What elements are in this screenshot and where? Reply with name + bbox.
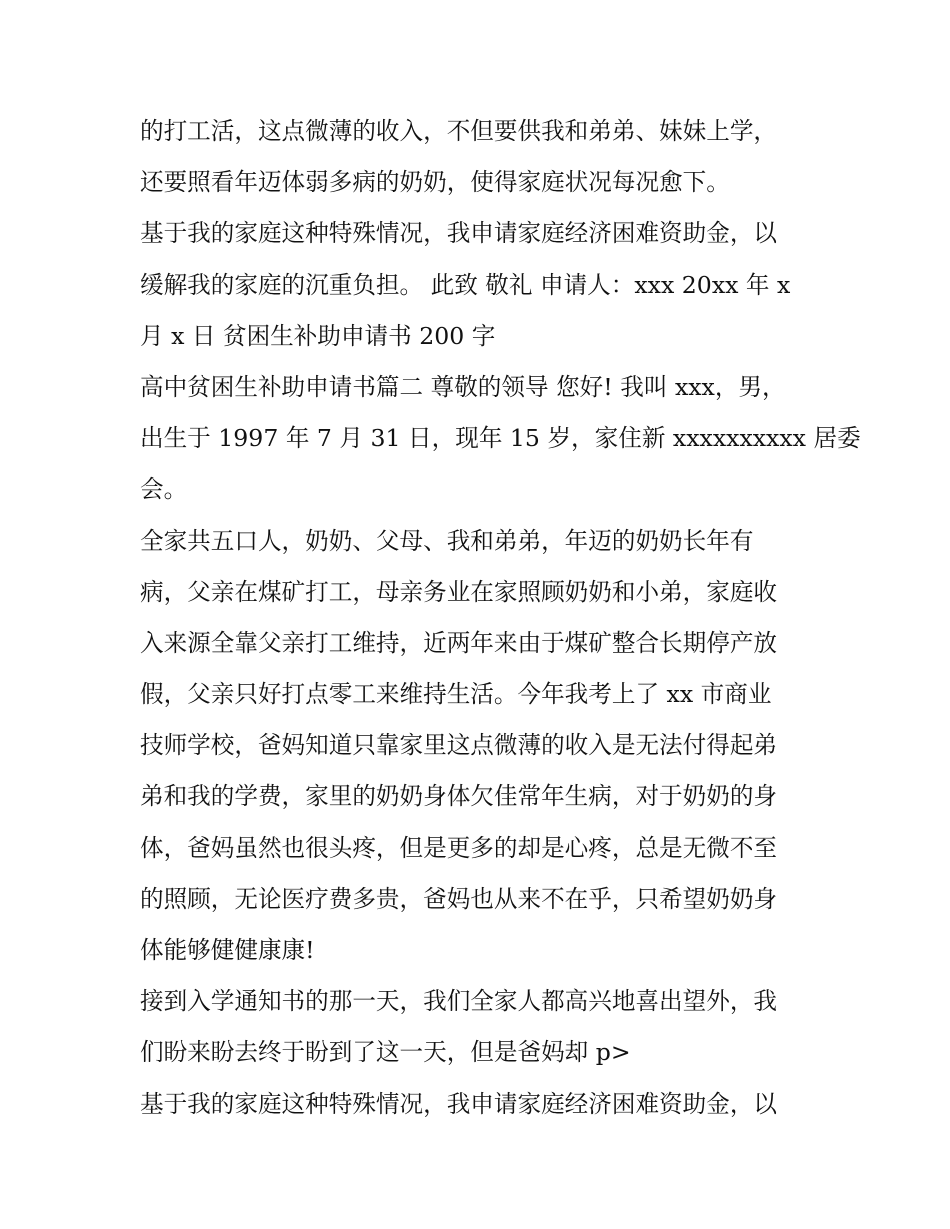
- text-line: 还要照看年迈体弱多病的奶奶，使得家庭状况每况愈下。: [140, 168, 730, 197]
- text-line: 高中贫困生补助申请书篇二 尊敬的领导 您好! 我叫 xxx，男，: [140, 372, 786, 401]
- text-line: 病，父亲在煤矿打工，母亲务业在家照顾奶奶和小弟，家庭收: [140, 577, 778, 606]
- text-line: 入来源全靠父亲打工维持，近两年来由于煤矿整合长期停产放: [140, 628, 778, 657]
- document-body: [140, 106, 861, 1130]
- text-line: 体，爸妈虽然也很头疼，但是更多的却是心疼，总是无微不至: [140, 833, 778, 862]
- text-line: 基于我的家庭这种特殊情况，我申请家庭经济困难资助金，以: [140, 1089, 778, 1118]
- text-line: 的打工活，这点微薄的收入，不但要供我和弟弟、妹妹上学，: [140, 117, 778, 145]
- text-line: 的照顾，无论医疗费多贵，爸妈也从来不在乎，只希望奶奶身: [140, 884, 778, 913]
- text-line: 假，父亲只好打点零工来维持生活。今年我考上了 xx 市商业: [140, 680, 772, 709]
- text-line: 基于我的家庭这种特殊情况，我申请家庭经济困难资助金，以: [140, 219, 778, 248]
- text-line: 全家共五口人，奶奶、父母、我和弟弟，年迈的奶奶长年有: [140, 526, 754, 555]
- text-line: 会。: [140, 475, 188, 504]
- text-line: 月 x 日 贫困生补助申请书 200 字: [140, 321, 496, 350]
- text-line: 们盼来盼去终于盼到了这一天，但是爸妈却 p>: [140, 1038, 631, 1067]
- text-line: 弟和我的学费，家里的奶奶身体欠佳常年生病，对于奶奶的身: [140, 782, 778, 811]
- text-line: 接到入学通知书的那一天，我们全家人都高兴地喜出望外，我: [140, 987, 778, 1016]
- text-line: 缓解我的家庭的沉重负担。 此致 敬礼 申请人：xxx 20xx 年 x: [140, 270, 791, 299]
- text-line: 体能够健健康康!: [140, 936, 315, 964]
- text-line: 技师学校，爸妈知道只靠家里这点微薄的收入是无法付得起弟: [140, 731, 778, 760]
- text-line: 出生于 1997 年 7 月 31 日，现年 15 岁，家住新 xxxxxxxxxx 居委: [140, 424, 861, 453]
